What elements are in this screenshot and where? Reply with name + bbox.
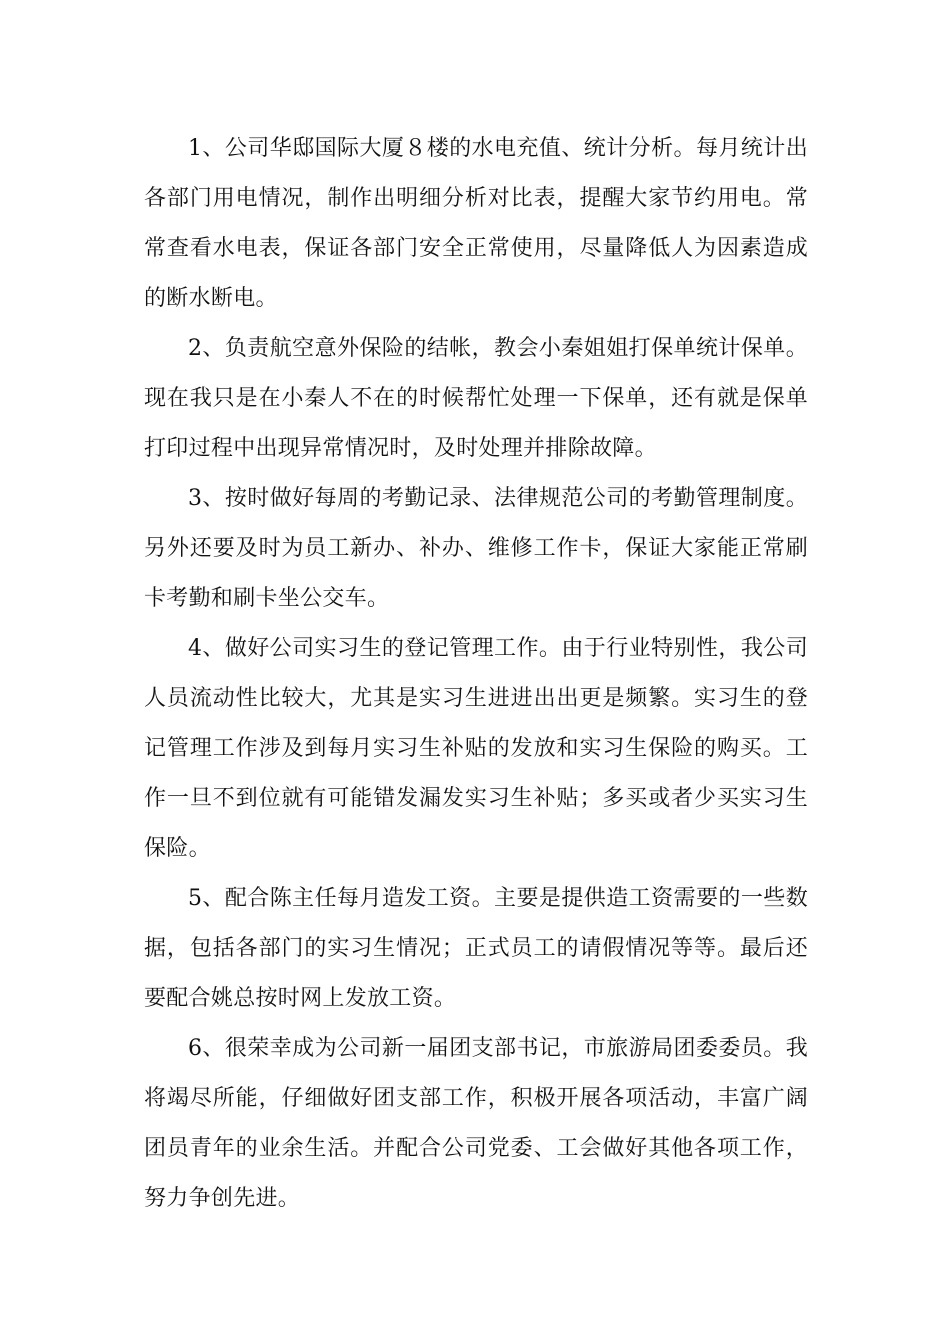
paragraph-6: 6、很荣幸成为公司新一届团支部书记，市旅游局团委委员。我将竭尽所能，仔细做好团支部工作，积极开展各项活动，丰富广阔团员青年的业余生活。并配合公司党委、工会做好其他各项工作，努力争创先进。 — [144, 1036, 808, 1211]
paragraph-5: 5、配合陈主任每月造发工资。主要是提供造工资需要的一些数据，包括各部门的实习生情况；正式员工的请假情况等等。最后还要配合姚总按时网上发放工资。 — [144, 886, 808, 1011]
paragraph-2: 2、负责航空意外保险的结帐，教会小秦姐姐打保单统计保单。现在我只是在小秦人不在的时候帮忙处理一下保单，还有就是保单打印过程中出现异常情况时，及时处理并排除故障。 — [144, 336, 808, 461]
paragraph-4: 4、做好公司实习生的登记管理工作。由于行业特别性，我公司人员流动性比较大，尤其是实习生进进出出更是频繁。实习生的登记管理工作涉及到每月实习生补贴的发放和实习生保险的购买。工作一旦不到位就有可能错发漏发实习生补贴；多买或者少买实习生保险。 — [144, 636, 808, 861]
paragraph-1: 1、公司华邸国际大厦８楼的水电充值、统计分析。每月统计出各部门用电情况，制作出明细分析对比表，提醒大家节约用电。常常查看水电表，保证各部门安全正常使用，尽量降低人为因素造成的断水断电。 — [144, 136, 808, 311]
paragraph-3: 3、按时做好每周的考勤记录、法律规范公司的考勤管理制度。另外还要及时为员工新办、补办、维修工作卡，保证大家能正常刷卡考勤和刷卡坐公交车。 — [144, 486, 808, 611]
document-body — [144, 124, 808, 1224]
